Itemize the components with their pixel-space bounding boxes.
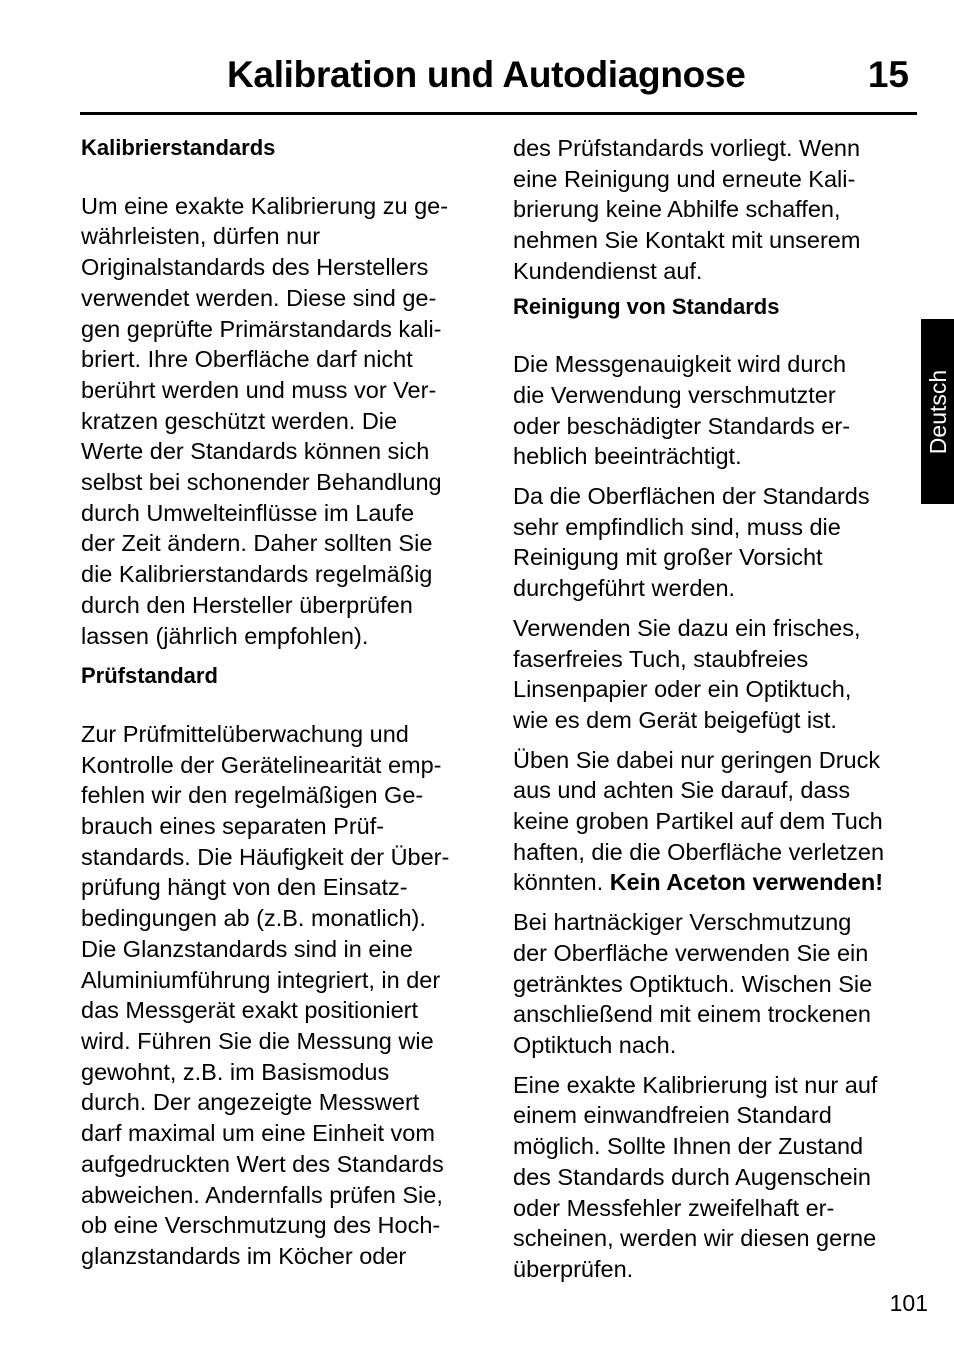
text-line: Da die Oberflächen der Standards — [513, 483, 870, 510]
text-line: Verwenden Sie dazu ein frisches, — [513, 614, 861, 641]
paragraph-reinigung-3 — [513, 613, 923, 736]
text-line: Linsenpapier oder ein Optiktuch, — [513, 676, 852, 703]
text-line: prüfung hängt von den Einsatz- — [81, 874, 408, 901]
text-line: einem einwandfreien Standard — [513, 1102, 832, 1129]
page-number: 101 — [889, 1290, 928, 1316]
text-line: eine Reinigung und erneute Kali- — [513, 165, 856, 192]
text-line: gewohnt, z.B. im Basismodus — [81, 1058, 390, 1085]
text-line: lassen (jährlich empfohlen). — [81, 622, 369, 649]
text-line: Reinigung mit großer Vorsicht — [513, 544, 823, 571]
text-line: anschließend mit einem trockenen — [513, 1001, 871, 1028]
text-line: Bei hartnäckiger Verschmutzung — [513, 909, 852, 936]
text-line: sehr empfindlich sind, muss die — [513, 513, 841, 540]
text-line: darf maximal um eine Einheit vom — [81, 1120, 435, 1147]
text-line: keine groben Partikel auf dem Tuch — [513, 808, 883, 835]
paragraph-reinigung-1 — [513, 349, 923, 472]
text-line: brauch eines separaten Prüf- — [81, 813, 385, 840]
text-line: ob eine Verschmutzung des Hoch- — [81, 1212, 441, 1239]
paragraph-reinigung-6 — [513, 1070, 923, 1285]
section-heading-pruefstandard: Prüfstandard — [81, 663, 218, 689]
text-line: Zur Prüfmittelüberwachung und — [81, 720, 409, 747]
text-line: berührt werden und muss vor Ver- — [81, 376, 437, 403]
text-line: abweichen. Andernfalls prüfen Sie, — [81, 1181, 443, 1208]
text-line: selbst bei schonender Behandlung — [81, 469, 442, 496]
warning-text: Kein Aceton verwenden! — [609, 869, 884, 896]
text-line: brierung keine Abhilfe schaffen, — [513, 196, 841, 223]
text-line: fehlen wir den regelmäßigen Ge- — [81, 782, 424, 809]
text-line: durch Umwelteinflüsse im Laufe — [81, 499, 415, 526]
section-heading-reinigung: Reinigung von Standards — [513, 293, 780, 319]
section-heading-kalibrierstandards: Kalibrierstandards — [81, 135, 276, 160]
text-line: durchgeführt werden. — [513, 575, 736, 602]
page-title: Kalibration und Autodiagnose — [227, 54, 746, 95]
text-line: Um eine exakte Kalibrierung zu ge- — [81, 192, 449, 219]
text-line: aus und achten Sie darauf, dass — [513, 777, 851, 804]
language-tab — [921, 319, 954, 504]
paragraph-reinigung-5 — [513, 907, 923, 1061]
text-line: bedingungen ab (z.B. monatlich). — [81, 905, 426, 932]
text-line: heblich beeinträchtigt. — [513, 443, 742, 470]
text-line: die Kalibrierstandards regelmäßig — [81, 561, 433, 588]
text-line: Eine exakte Kalibrierung ist nur auf — [513, 1071, 878, 1098]
paragraph-kalibrierstandards — [81, 191, 491, 652]
text-line: währleisten, dürfen nur — [81, 223, 321, 250]
text-line: faserfreies Tuch, staubfreies — [513, 645, 809, 672]
text-line: oder beschädigter Standards er- — [513, 412, 851, 439]
text-line: wie es dem Gerät beigefügt ist. — [513, 706, 837, 733]
text-span: könnten. — [513, 869, 610, 896]
paragraph-reinigung-2 — [513, 481, 923, 604]
chapter-number: 15 — [867, 54, 909, 95]
text-line: wird. Führen Sie die Messung wie — [81, 1027, 434, 1054]
text-line: durch. Der angezeigte Messwert — [81, 1089, 420, 1116]
text-line: aufgedruckten Wert des Standards — [81, 1150, 444, 1177]
text-line: des Standards durch Augenschein — [513, 1163, 871, 1190]
text-line: Die Glanzstandards sind in eine — [81, 935, 413, 962]
text-line: das Messgerät exakt positioniert — [81, 997, 418, 1024]
language-tab-label: Deutsch — [924, 369, 951, 454]
text-line: Die Messgenauigkeit wird durch — [513, 351, 847, 378]
text-line: möglich. Sollte Ihnen der Zustand — [513, 1133, 864, 1160]
text-line: oder Messfehler zweifelhaft er- — [513, 1194, 835, 1221]
text-line: Originalstandards des Herstellers — [81, 254, 429, 281]
text-line: Optiktuch nach. — [513, 1031, 677, 1058]
text-line: Üben Sie dabei nur geringen Druck — [513, 746, 881, 773]
paragraph-pruefstandard — [81, 719, 491, 1272]
text-line: kratzen geschützt werden. Die — [81, 407, 398, 434]
text-line: des Prüfstandards vorliegt. Wenn — [513, 135, 861, 161]
paragraph-reinigung-4 — [513, 745, 923, 899]
text-line: nehmen Sie Kontakt mit unserem — [513, 227, 861, 254]
page-header — [80, 52, 917, 115]
text-line: verwendet werden. Diese sind ge- — [81, 284, 437, 311]
text-line: scheinen, werden wir diesen gerne — [513, 1225, 877, 1252]
text-line — [513, 867, 923, 898]
text-line: glanzstandards im Köcher oder — [81, 1242, 407, 1269]
text-line: gen geprüfte Primärstandards kali- — [81, 315, 442, 342]
text-line: Kontrolle der Gerätelinearität emp- — [81, 751, 442, 778]
text-line: getränktes Optiktuch. Wischen Sie — [513, 970, 873, 997]
paragraph-continuation — [513, 133, 923, 287]
text-line: Aluminiumführung integriert, in der — [81, 966, 441, 993]
text-line: die Verwendung verschmutzter — [513, 381, 836, 408]
text-line: Kundendienst auf. — [513, 257, 703, 284]
text-line: der Zeit ändern. Daher sollten Sie — [81, 530, 433, 557]
text-line: überprüfen. — [513, 1255, 634, 1282]
text-line: durch den Hersteller überprüfen — [81, 591, 413, 618]
text-line: briert. Ihre Oberfläche darf nicht — [81, 346, 413, 373]
text-line: standards. Die Häufigkeit der Über- — [81, 843, 450, 870]
left-column — [81, 133, 491, 1272]
text-line: der Oberfläche verwenden Sie ein — [513, 939, 869, 966]
text-line: haften, die die Oberfläche verletzen — [513, 838, 885, 865]
text-line: Werte der Standards können sich — [81, 438, 430, 465]
right-column — [513, 133, 923, 1285]
